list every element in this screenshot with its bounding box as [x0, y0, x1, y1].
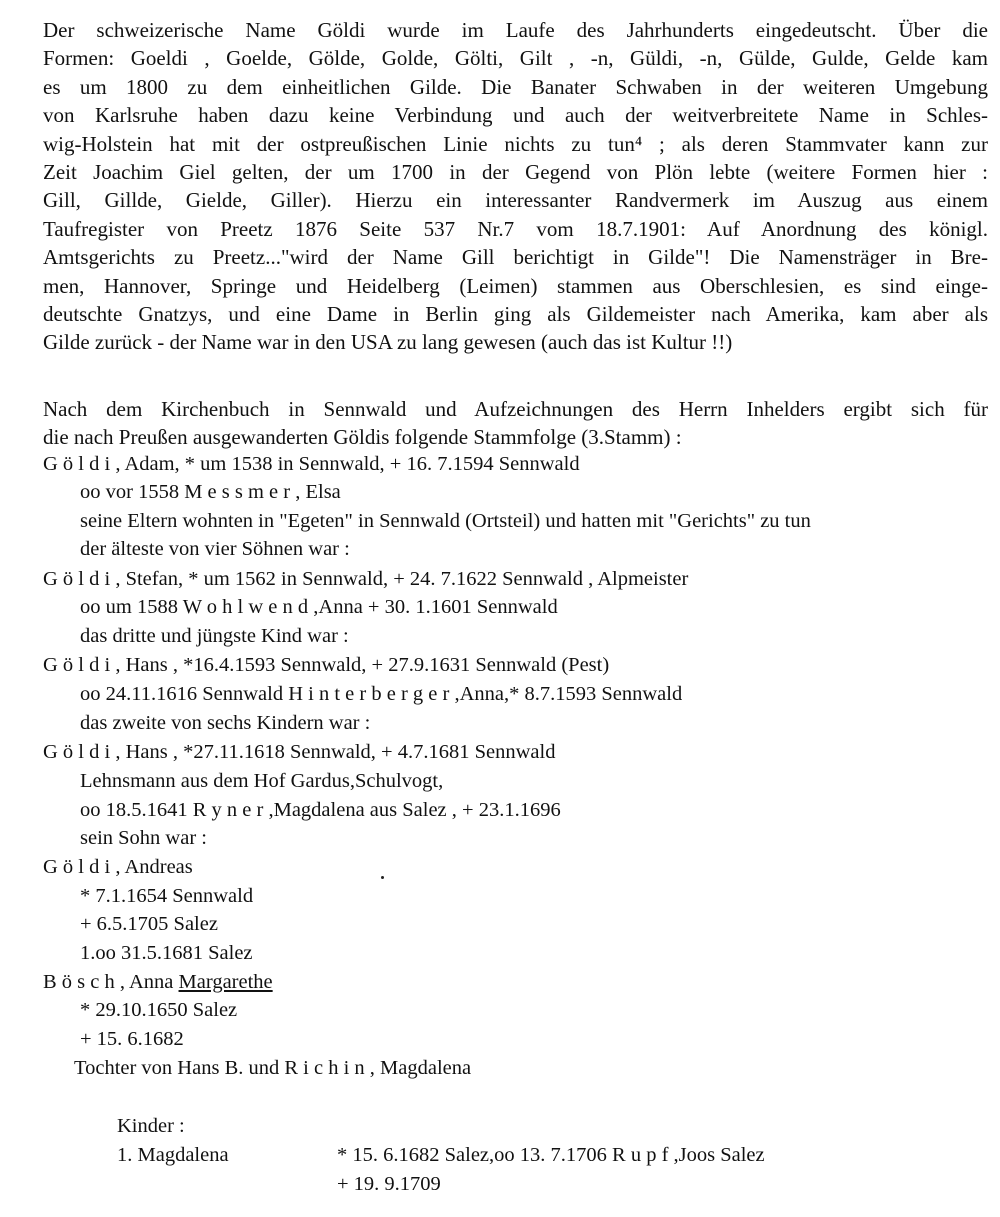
entry-hans-1618	[43, 738, 555, 766]
anna-parents	[74, 1054, 471, 1082]
child-1-birth-marriage	[337, 1141, 765, 1169]
andreas-birth: * 7.1.1654 Sennwald	[80, 885, 254, 907]
entry-details: , Anna	[114, 971, 179, 993]
entry-details: , Hans , *16.4.1593 Sennwald, + 27.9.1631 Sennwald (Pest)	[110, 654, 610, 676]
marriage-hans-1593	[80, 680, 682, 708]
intro-paragraph	[43, 16, 988, 357]
marriage-hans-1618	[80, 796, 561, 824]
spouse-surname: W o h l w e n d	[182, 596, 309, 618]
entry-details: , Hans , *27.11.1618 Sennwald, + 4.7.1681 Sennwald	[110, 741, 556, 763]
surname: G ö l d i	[43, 568, 111, 590]
text-line: Formen: Goeldi , Goelde, Gölde, Golde, Gölti, Gilt , -n, Güldi, -n, Gülde, Gulde, Gelde kam	[43, 46, 988, 71]
birth-marriage-prefix: * 15. 6.1682 Salez,oo 13. 7.1706	[337, 1144, 613, 1166]
spouse-surname: M e s s m e r	[184, 481, 291, 503]
text-line: wig-Holstein hat mit der ostpreußischen Linie nichts zu tun⁴ ; als deren Stammvater kann zur	[43, 131, 988, 156]
children-label: Kinder :	[117, 1115, 185, 1137]
text-line: von Karlsruhe haben dazu keine Verbindung und auch der weitverbreitete Name in Schles-	[43, 103, 988, 128]
marriage-prefix: oo 18.5.1641	[80, 799, 193, 821]
marriage-suffix: ,Anna,* 8.7.1593 Sennwald	[449, 683, 683, 705]
note-adam-son: der älteste von vier Söhnen war :	[80, 538, 350, 560]
mother-surname: R i c h i n	[284, 1057, 365, 1079]
parents-suffix: , Magdalena	[364, 1057, 472, 1079]
entry-hans-1593	[43, 651, 609, 679]
anna-death: + 15. 6.1682	[80, 1028, 184, 1050]
marriage-stefan	[80, 593, 558, 621]
text-line: men, Hannover, Springe und Heidelberg (Leimen) stammen aus Oberschlesien, es sind einge-	[43, 273, 988, 298]
text-line: Zeit Joachim Giel gelten, der um 1700 in der Gegend von Plön lebte (weitere Formen hier :	[43, 160, 988, 185]
marriage-suffix: , Elsa	[290, 481, 341, 503]
surname: G ö l d i	[43, 453, 111, 475]
surname: G ö l d i	[43, 654, 111, 676]
entry-details: , Stefan, * um 1562 in Sennwald, + 24. 7.1622 Sennwald , Alpmeister	[110, 568, 689, 590]
note-stefan: das dritte und jüngste Kind war :	[80, 625, 349, 647]
child-1-death: + 19. 9.1709	[337, 1173, 441, 1195]
surname: B ö s c h	[43, 971, 115, 993]
surname: G ö l d i	[43, 856, 111, 878]
text-line: Nach dem Kirchenbuch in Sennwald und Aufzeichnungen des Herrn Inhelders ergibt sich für	[43, 397, 988, 421]
text-line: Gill, Gillde, Gielde, Giller). Hierzu ein interessanter Randvermerk im Auszug aus einem	[43, 188, 988, 213]
underlined-given-name: Margarethe	[178, 971, 273, 993]
text-line: die nach Preußen ausgewanderten Göldis folgende Stammfolge (3.Stamm) :	[43, 425, 682, 450]
note-hans-1593: das zweite von sechs Kindern war :	[80, 712, 371, 734]
text-line: es um 1800 zu dem einheitlichen Gilde. Die Banater Schwaben in der weiteren Umgebung	[43, 74, 988, 99]
andreas-marriage: 1.oo 31.5.1681 Salez	[80, 942, 253, 964]
anna-birth: * 29.10.1650 Salez	[80, 999, 238, 1021]
marriage-prefix: oo um 1588	[80, 596, 183, 618]
entry-andreas	[43, 853, 193, 881]
text-line: Taufregister von Preetz 1876 Seite 537 Nr.7 vom 18.7.1901: Auf Anordnung des königl.	[43, 216, 988, 241]
spouse-surname: H i n t e r b e r g e r	[288, 683, 450, 705]
spouse-surname: R u p f	[612, 1144, 669, 1166]
marriage-prefix: oo 24.11.1616 Sennwald	[80, 683, 289, 705]
spouse-surname: R y n e r	[192, 799, 264, 821]
entry-adam	[43, 450, 580, 478]
note-hans-1618-son: sein Sohn war :	[80, 827, 207, 849]
marriage-adam	[80, 478, 341, 506]
entry-anna-boesch	[43, 968, 273, 996]
entry-details: , Andreas	[110, 856, 193, 878]
marriage-suffix: ,Magdalena aus Salez , + 23.1.1696	[263, 799, 561, 821]
speck-mark	[381, 876, 384, 879]
text-line: deutschte Gnatzys, und eine Dame in Berlin ging als Gildemeister nach Amerika, kam aber als	[43, 302, 988, 327]
marriage-prefix: oo vor 1558	[80, 481, 185, 503]
surname: G ö l d i	[43, 741, 111, 763]
text-line: Amtsgerichts zu Preetz..."wird der Name Gill berichtigt in Gilde"! Die Namensträger in Bre-	[43, 245, 988, 270]
entry-stefan	[43, 565, 688, 593]
text-line: Gilde zurück - der Name war in den USA zu lang gewesen (auch das ist Kultur !!)	[43, 330, 733, 355]
parents-prefix: Tochter von Hans B. und	[74, 1057, 285, 1079]
child-1-name: 1. Magdalena	[117, 1144, 229, 1166]
note-hans-1618-occupation: Lehnsmann aus dem Hof Gardus,Schulvogt,	[80, 770, 444, 792]
marriage-suffix: ,Anna + 30. 1.1601 Sennwald	[308, 596, 558, 618]
note-adam-parents: seine Eltern wohnten in "Egeten" in Sennwald (Ortsteil) und hatten mit "Gerichts" zu tun	[80, 510, 811, 532]
stammfolge-paragraph	[43, 395, 988, 452]
text-line: Der schweizerische Name Göldi wurde im Laufe des Jahrhunderts eingedeutscht. Über die	[43, 18, 988, 42]
birth-marriage-suffix: ,Joos Salez	[668, 1144, 765, 1166]
andreas-death: + 6.5.1705 Salez	[80, 913, 218, 935]
entry-details: , Adam, * um 1538 in Sennwald, + 16. 7.1594 Sennwald	[110, 453, 580, 475]
